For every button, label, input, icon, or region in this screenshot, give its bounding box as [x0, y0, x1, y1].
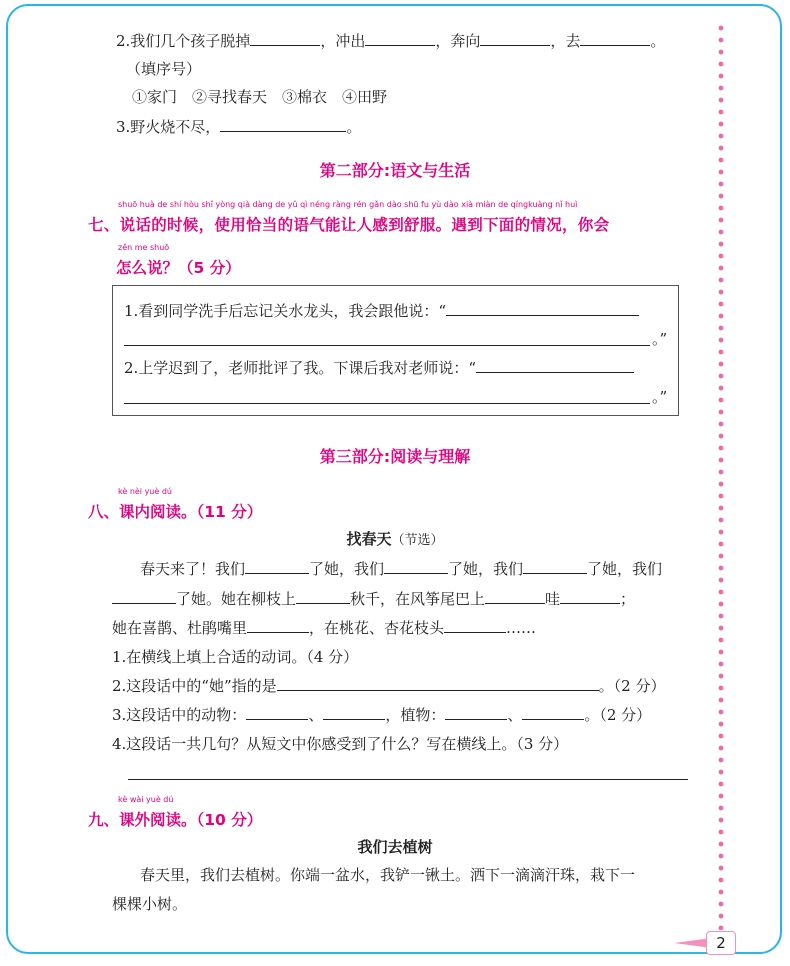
pinyin-annotation: kè wài yuè dú	[118, 795, 174, 804]
q7-item2-end: 。”	[652, 388, 668, 406]
page-number: 2	[716, 934, 726, 952]
sub-question-text: 2.这段话中的“她”指的是	[112, 677, 277, 695]
passage-text: ，在桃花、杏花枝头	[309, 619, 445, 637]
sub-question	[112, 704, 651, 725]
q3-end: 。	[346, 118, 362, 136]
q7-item1	[124, 300, 639, 321]
sub-question-text: 、	[308, 706, 324, 724]
answer-blank[interactable]	[112, 589, 176, 604]
answer-line[interactable]	[124, 403, 650, 404]
passage-note: （节选）	[391, 533, 444, 548]
question-title: 八、课内阅读。（11 分）	[88, 503, 263, 521]
sub-question-text: ，植物：	[385, 706, 446, 724]
pinyin-annotation: shuō huà de shí hòu shǐ yòng qià dàng de yǔ qì néng ràng rén gǎn dào shū fu yù dào xià miàn de qíngkuàng nǐ huì	[118, 200, 578, 209]
q2-options: ①家门 ②寻找春天 ③棉衣 ④田野	[132, 88, 388, 106]
answer-blank[interactable]	[522, 705, 584, 720]
fill-blank-q2	[116, 30, 665, 51]
q2-prefix: 2.我们几个孩子脱掉	[116, 32, 251, 50]
answer-blank[interactable]	[384, 559, 448, 574]
passage-text: 了她，我们	[448, 560, 524, 578]
answer-blank[interactable]	[485, 589, 545, 604]
answer-blank[interactable]	[245, 559, 309, 574]
sub-question: 4.这段话一共几句？从短文中你感受到了什么？写在横线上。（3 分）	[112, 735, 569, 753]
q7-item2	[124, 357, 634, 378]
passage-line: 春天里，我们去植树。你端一盆水，我铲一锹土。洒下一滴滴汗珠，栽下一	[140, 866, 636, 884]
answer-blank[interactable]	[523, 559, 587, 574]
answer-blank[interactable]	[445, 705, 507, 720]
q2-seg2: ，冲出	[320, 32, 366, 50]
answer-line[interactable]	[128, 779, 688, 780]
answer-blank[interactable]	[560, 589, 620, 604]
answer-blank[interactable]	[323, 705, 385, 720]
answer-line[interactable]	[124, 345, 650, 346]
passage-text: 哇	[545, 590, 561, 608]
sub-question: 1.在横线上填上合适的动词。（4 分）	[112, 648, 359, 666]
q7-item1-end: 。”	[652, 330, 668, 348]
sub-question-text: 、	[507, 706, 523, 724]
answer-blank[interactable]	[480, 31, 550, 46]
q2-end: 。	[650, 32, 666, 50]
sub-question	[112, 675, 665, 696]
passage-text: 她在喜鹊、杜鹃嘴里	[112, 619, 248, 637]
passage-text: 秋千，在风筝尾巴上	[350, 590, 486, 608]
q7-item1-text: 1.看到同学洗手后忘记关水龙头，我会跟他说：“	[124, 302, 446, 320]
sub-question-text: 。（2 分）	[598, 677, 666, 695]
question-title: 七、说话的时候，使用恰当的语气能让人感到舒服。遇到下面的情况，你会	[88, 216, 610, 234]
passage-text: 了她，我们	[587, 560, 663, 578]
passage-text: ……	[506, 619, 537, 637]
sub-question-text: 。（2 分）	[584, 706, 652, 724]
answer-blank[interactable]	[296, 589, 350, 604]
pinyin-annotation: zěn me shuō	[118, 243, 170, 252]
passage-line: 棵棵小树。	[112, 895, 188, 913]
answer-blank[interactable]	[246, 705, 308, 720]
passage-text: 了她。她在柳枝上	[176, 590, 297, 608]
passage-title: 我们去植树	[357, 838, 433, 856]
answer-blank[interactable]	[446, 301, 639, 316]
section-title: 第三部分:阅读与理解	[319, 447, 471, 466]
answer-blank[interactable]	[365, 31, 435, 46]
pinyin-annotation: kè nèi yuè dú	[118, 487, 172, 496]
passage-line	[112, 617, 536, 638]
section-title: 第二部分:语文与生活	[319, 161, 471, 180]
q2-seg3: ，奔向	[435, 32, 481, 50]
q7-item2-text: 2.上学迟到了，老师批评了我。下课后我对老师说：“	[124, 359, 476, 377]
passage-line	[140, 558, 662, 579]
fill-blank-q3	[116, 116, 361, 137]
sub-question-text: 3.这段话中的动物：	[112, 706, 247, 724]
answer-blank[interactable]	[250, 31, 320, 46]
q2-seg4: ，去	[550, 32, 581, 50]
passage-line	[112, 588, 635, 609]
passage-text: 春天来了！我们	[140, 560, 246, 578]
passage-text: ；	[620, 590, 636, 608]
answer-blank[interactable]	[476, 358, 634, 373]
answer-blank[interactable]	[277, 676, 599, 691]
answer-blank[interactable]	[444, 618, 506, 633]
passage-text: 了她，我们	[309, 560, 385, 578]
answer-blank[interactable]	[580, 31, 650, 46]
question-subtitle: 怎么说？（5 分）	[116, 259, 241, 277]
q2-hint: （填序号）	[126, 60, 202, 78]
passage-title	[0, 528, 790, 549]
q3-prefix: 3.野火烧不尽，	[116, 118, 221, 136]
answer-blank[interactable]	[220, 117, 346, 132]
passage-title-text: 找春天	[346, 530, 392, 548]
answer-blank[interactable]	[247, 618, 309, 633]
question-title: 九、课外阅读。（10 分）	[88, 811, 263, 829]
